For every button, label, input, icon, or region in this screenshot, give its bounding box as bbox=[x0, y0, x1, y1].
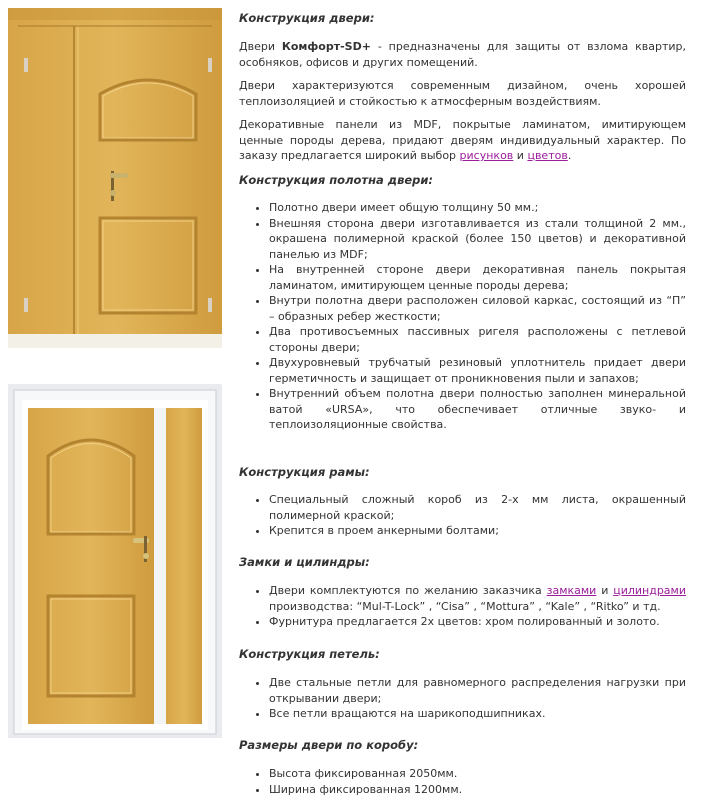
locks-list bbox=[239, 583, 686, 630]
list-item: • Внутренний объем полотна двери полностью заполнен минеральной ватой «URSA», что обеспечивает отличные звуко- и теплоизоляционные свойства. bbox=[269, 386, 686, 433]
list-item: • Специальный сложный короб из 2-х мм листа, окрашенный полимерной краской; bbox=[269, 492, 686, 523]
list-item: • Две стальные петли для равномерного распределения нагрузки при открывании двери; bbox=[269, 675, 686, 706]
list-item: • Два противосъемных пассивных ригеля расположены с петлевой стороны двери; bbox=[269, 324, 686, 355]
locks-item1-mid: и bbox=[596, 584, 614, 597]
product-name: Комфорт-SD+ bbox=[281, 40, 371, 53]
locks-item1-pre: Двери комплектуются по желанию заказчика bbox=[269, 584, 547, 597]
list-item: • Крепится в проем анкерными болтами; bbox=[269, 523, 686, 539]
door-p1-pre: Двери bbox=[239, 40, 282, 53]
door-paragraph-2 bbox=[239, 78, 686, 109]
section-title-door: Конструкция двери: bbox=[239, 11, 375, 25]
patterns-link[interactable]: рисунков bbox=[459, 149, 514, 162]
door-image-with-side-panel bbox=[8, 384, 222, 738]
list-item: • Внутри полотна двери расположен силовой каркас, состоящий из “П” – образных ребер жесткости; bbox=[269, 293, 686, 324]
door-p1-post: - предназначены для защиты от взлома квартир, особняков, офисов и других помещений. bbox=[239, 40, 686, 69]
door-p3-mid: и bbox=[513, 149, 528, 162]
door-p3-pre: Декоративные панели из MDF, покрытые ламинатом, имитирующем ценные породы дерева, придают дверям индивидуальный характер. По заказу предлагается широкий выбор bbox=[239, 118, 686, 162]
locks-link[interactable]: замками bbox=[546, 584, 597, 597]
locks-item1-post: производства: “Mul-T-Lock” , “Cisa” , “Mottura” , “Kale” , “Ritko” и тд. bbox=[269, 599, 661, 613]
section-title-sizes: Размеры двери по коробу: bbox=[239, 738, 419, 752]
list-item: • Двухуровневый трубчатый резиновый уплотнитель придает двери герметичность и защищает от проникновения пыли и запахов; bbox=[269, 355, 686, 386]
section-leaf bbox=[239, 173, 686, 187]
list-item: • Высота фиксированная 2050мм. bbox=[269, 766, 686, 782]
door-paragraph-3 bbox=[239, 117, 686, 164]
door-p2: Двери характеризуются современным дизайном, очень хорошей теплоизоляцией и стойкостью к атмосферным воздействиям. bbox=[239, 79, 686, 108]
section-title-frame: Конструкция рамы: bbox=[239, 465, 370, 479]
list-item: • Полотно двери имеет общую толщину 50 мм.; bbox=[269, 200, 686, 216]
list-item bbox=[269, 583, 686, 614]
section-hinges bbox=[239, 647, 686, 661]
section-sizes bbox=[239, 738, 686, 752]
hinges-list bbox=[239, 675, 686, 722]
colors-link[interactable]: цветов bbox=[527, 149, 568, 162]
list-item: • Фурнитура предлагается 2х цветов: хром полированный и золото. bbox=[269, 614, 686, 630]
door-paragraph-1 bbox=[239, 39, 686, 70]
list-item: • Внешняя сторона двери изготавливается из стали толщиной 2 мм., окрашена полимерной краской (более 150 цветов) и декоративной панелью из MDF; bbox=[269, 216, 686, 263]
leaf-list bbox=[239, 200, 686, 433]
door-image-double-wood bbox=[8, 8, 222, 348]
section-door bbox=[239, 11, 686, 25]
section-title-hinges: Конструкция петель: bbox=[239, 647, 380, 661]
list-item: • Ширина фиксированная 1200мм. bbox=[269, 782, 686, 798]
section-frame bbox=[239, 465, 686, 479]
section-title-leaf: Конструкция полотна двери: bbox=[239, 173, 434, 187]
sizes-list bbox=[239, 766, 686, 797]
door-p3-end: . bbox=[567, 149, 572, 162]
section-title-locks: Замки и цилиндры: bbox=[239, 555, 370, 569]
frame-list bbox=[239, 492, 686, 539]
section-locks bbox=[239, 555, 686, 569]
list-item: • Все петли вращаются на шарикоподшипниках. bbox=[269, 706, 686, 722]
list-item: • На внутренней стороне двери декоративная панель покрытая ламинатом, имитирующем ценные породы дерева; bbox=[269, 262, 686, 293]
cylinders-link[interactable]: цилиндрами bbox=[613, 584, 686, 597]
